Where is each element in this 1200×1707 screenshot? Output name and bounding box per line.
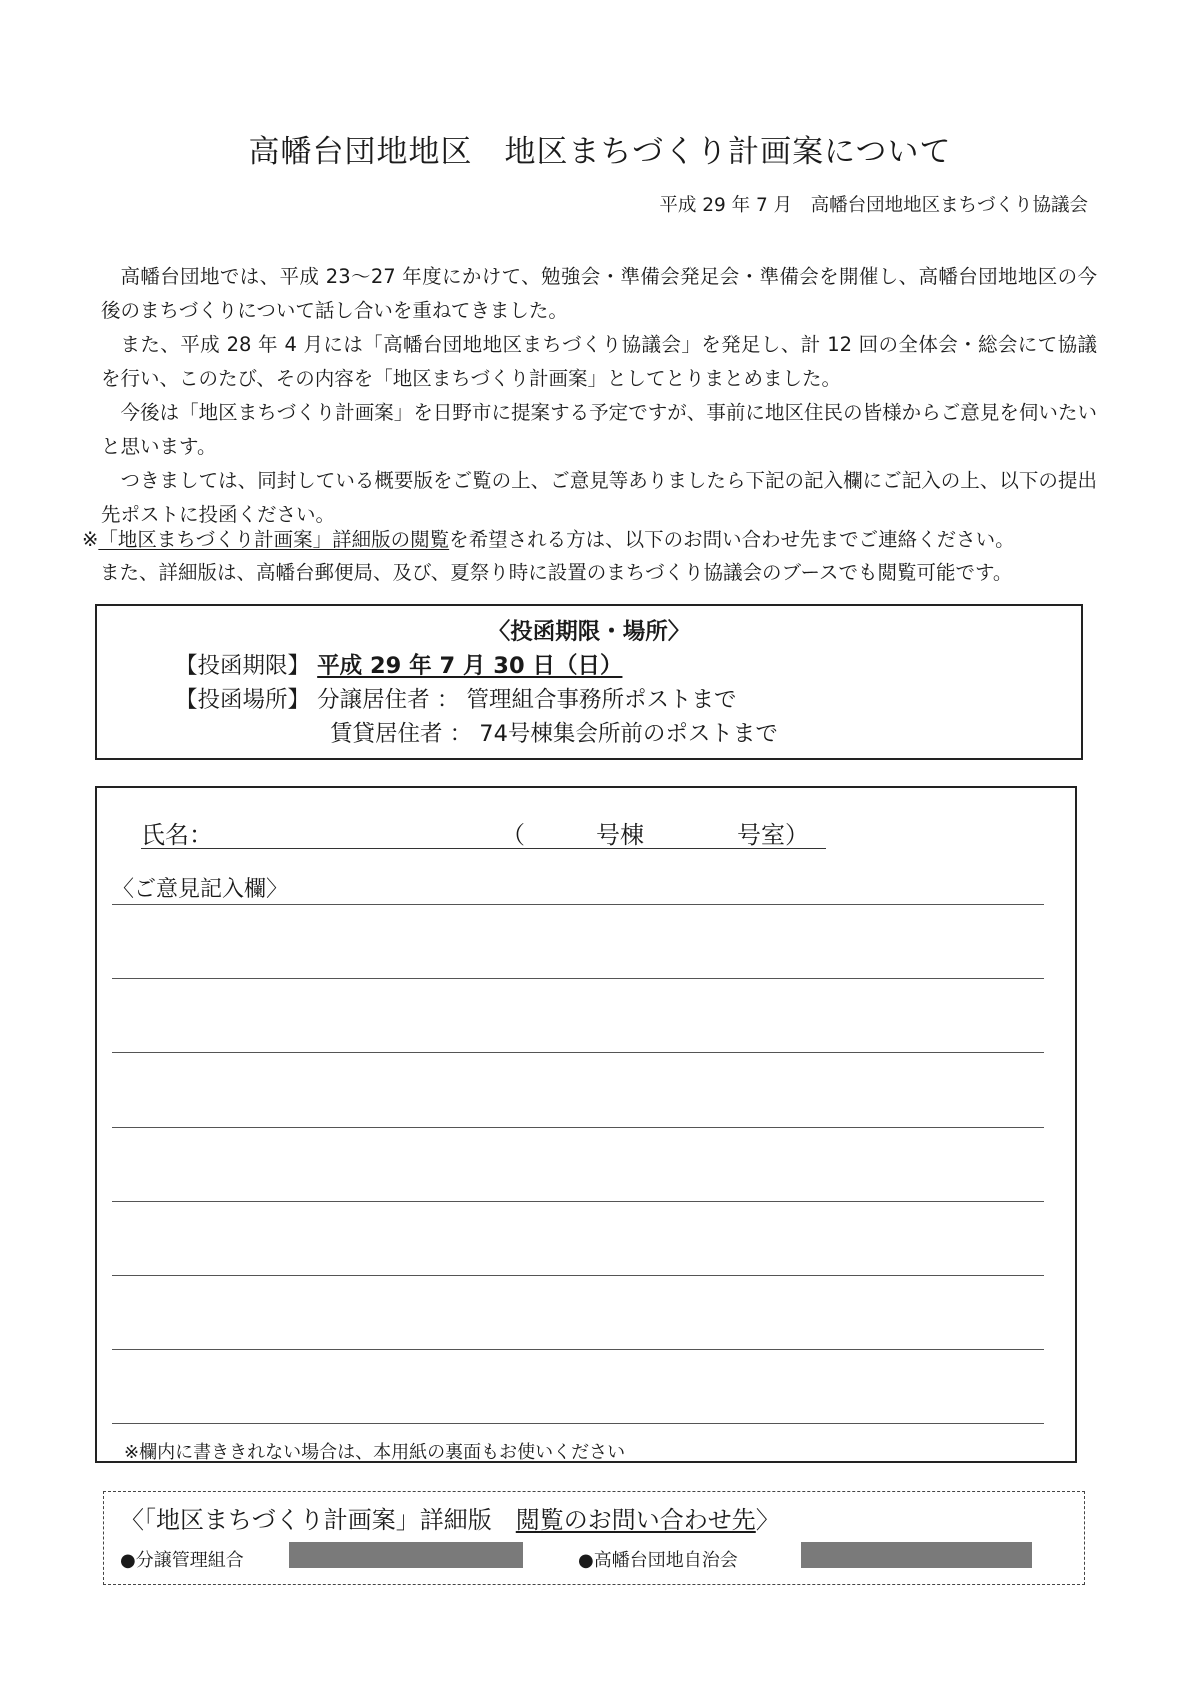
viewing-note (82, 523, 1112, 589)
contact-residents-association: ●高幡台団地自治会 (578, 1550, 738, 1571)
writing-line[interactable] (112, 1349, 1044, 1350)
note-underlined: 「地区まちづくり計画案」詳細版の閲覧 (98, 528, 450, 551)
name-underline (141, 848, 826, 849)
writing-line[interactable] (112, 1423, 1044, 1424)
place-renter: 賃貸居住者 ： 74号棟集会所前のポストまで (330, 721, 778, 747)
name-label: 氏名： (141, 821, 213, 849)
overflow-note: ※欄内に書ききれない場合は、本用紙の裏面もお使いください (124, 1442, 626, 1463)
inquiry-title (120, 1500, 780, 1535)
writing-line[interactable] (112, 1201, 1044, 1202)
paragraph: 高幡台団地では、平成 23〜27 年度にかけて、勉強会・準備会発足会・準備会を開催し、高幡台団地地区の今後のまちづくりについて話し合いを重ねてきました。 (101, 265, 1097, 322)
redacted-contact-1 (289, 1542, 523, 1568)
inquiry-title-underlined: 閲覧のお問い合わせ先 (515, 1506, 756, 1534)
comment-label: 〈ご意見記入欄〉 (112, 877, 289, 902)
room-label: 号室） (737, 821, 809, 849)
note-text: を希望される方は、以下のお問い合わせ先までご連絡ください。 (449, 528, 1015, 551)
writing-line[interactable] (112, 1127, 1044, 1128)
intro-text (101, 260, 1097, 532)
place-label: 【投函場所】 (175, 687, 311, 713)
document-title: 高幡台団地地区 地区まちづくり計画案について (248, 134, 952, 170)
paragraph: 今後は「地区まちづくり計画案」を日野市に提案する予定ですが、事前に地区住民の皆様からご意見を伺いたいと思います。 (101, 401, 1097, 458)
place-owner: 分譲居住者 ： 管理組合事務所ポストまで (317, 687, 737, 713)
redacted-contact-2 (801, 1542, 1032, 1568)
paragraph: また、平成 28 年 4 月には「高幡台団地地区まちづくり協議会」を発足し、計 12 回の全体会・総会にて協議を行い、このたび、その内容を「地区まちづくり計画案」としてとりまとめました。 (101, 333, 1097, 390)
date-and-issuer: 平成 29 年 7 月 高幡台団地地区まちづくり協議会 (659, 195, 1088, 216)
writing-line[interactable] (112, 1275, 1044, 1276)
inquiry-title-suffix: 〉 (755, 1506, 780, 1534)
name-field[interactable] (141, 815, 809, 850)
deadline-box (95, 604, 1083, 760)
paragraph: つきましては、同封している概要版をご覧の上、ご意見等ありましたら下記の記入欄にご記入の上、以下の提出先ポストに投函ください。 (101, 469, 1097, 526)
note-line-2: また、詳細版は、高幡台郵便局、及び、夏祭り時に設置のまちづくり協議会のブースでも閲覧可能です。 (100, 561, 1013, 584)
deadline-label: 【投函期限】 (175, 653, 311, 679)
deadline-value: 平成 29 年 7 月 30 日（日） (317, 653, 623, 679)
contact-owners-association: ●分譲管理組合 (120, 1550, 244, 1571)
inquiry-title-prefix: 〈「地区まちづくり計画案」詳細版 (120, 1506, 516, 1534)
writing-line[interactable] (112, 978, 1044, 979)
writing-line[interactable] (112, 904, 1044, 905)
writing-line[interactable] (112, 1052, 1044, 1053)
deadline-box-title: 〈投函期限・場所〉 (487, 619, 691, 645)
building-label: 号棟 (596, 821, 644, 849)
note-mark: ※ (82, 528, 99, 551)
paren-open: （ (501, 821, 525, 849)
